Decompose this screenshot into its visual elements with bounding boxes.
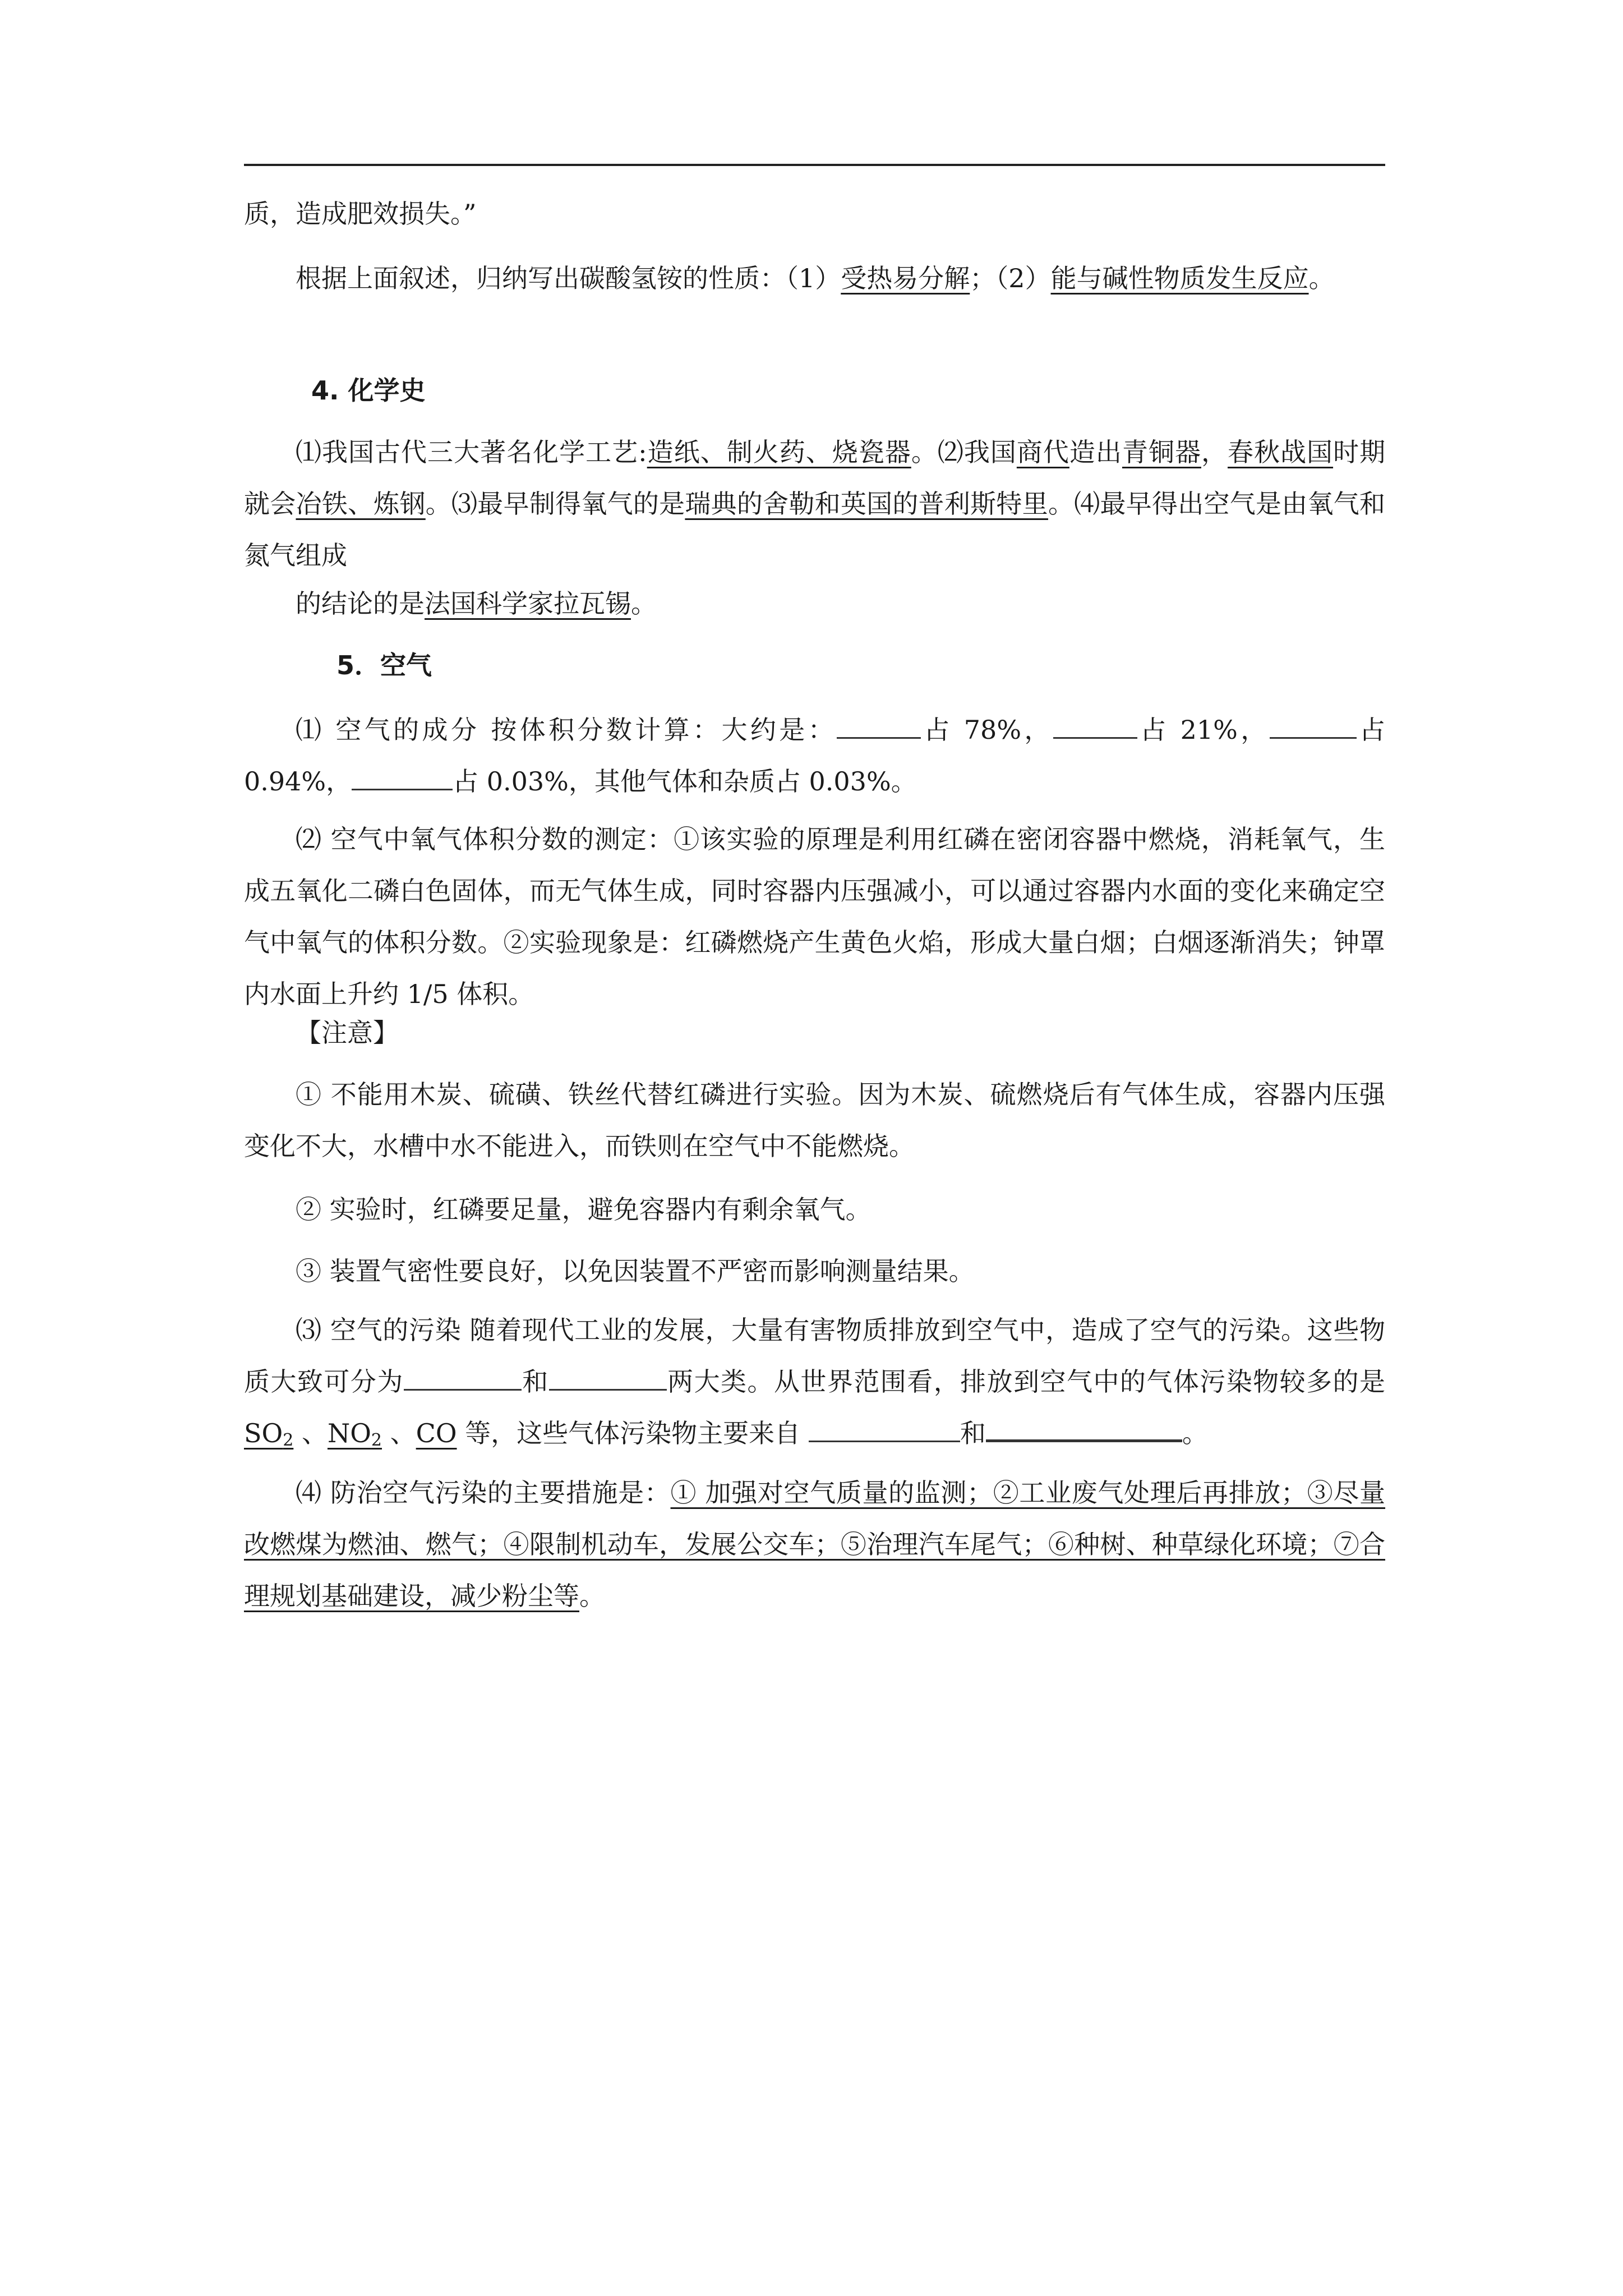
blank-pollutant-type-1[interactable] bbox=[404, 1366, 522, 1391]
answer-react-alkali: 能与碱性物质发生反应 bbox=[1050, 263, 1309, 293]
note-title bbox=[244, 1007, 1385, 1059]
air-text: 占 0.94%， bbox=[244, 715, 1386, 797]
prevention-text: 。 bbox=[579, 1581, 605, 1611]
paragraph-intro-end bbox=[244, 188, 1385, 240]
paragraph-air-composition bbox=[244, 704, 1385, 807]
formula-co: CO bbox=[416, 1418, 457, 1448]
answer-measures: ① 加强对空气质量的监测；②工业废气处理后再排放；③尽量改燃煤为燃油、燃气；④限制机动车，发展公交车；⑤治理汽车尾气；⑥种树、种草绿化环境；⑦合理规划基础建设，减少粉尘等 bbox=[244, 1478, 1386, 1611]
section-heading-4 bbox=[311, 365, 1453, 416]
heading-text: 5．空气 bbox=[336, 650, 432, 680]
answer-period: 春秋战国 bbox=[1228, 437, 1334, 467]
blank-source-1[interactable] bbox=[809, 1418, 960, 1442]
formula-no2: $NO_2$ bbox=[327, 1418, 382, 1450]
answer-oxygen-discoverers: 瑞典的舍勒和英国的普利斯特里 bbox=[685, 489, 1048, 519]
note-text: ③ 装置气密性要良好，以免因装置不严密而影响测量结果。 bbox=[296, 1256, 975, 1286]
section-heading-5 bbox=[336, 639, 1478, 691]
air-text: 占 0.03%，其他气体和杂质占 0.03%。 bbox=[453, 766, 917, 797]
paragraph-chem-history-cont bbox=[244, 578, 1385, 629]
paragraph-air-pollution bbox=[244, 1304, 1385, 1466]
pollution-text: 、 bbox=[293, 1418, 328, 1448]
blank-co2[interactable] bbox=[352, 766, 453, 790]
note-item-1 bbox=[244, 1069, 1385, 1172]
blank-rare-gas[interactable] bbox=[1270, 715, 1357, 739]
history-text: 时期就会 bbox=[244, 437, 1386, 519]
measurement-text: ⑵ 空气中氧气体积分数的测定：①该实验的原理是利用红磷在密闭容器中燃烧，消耗氧气，生成五氧化二磷白色固体，而无气体生成，同时容器内压强减小，可以通过容器内水面的变化来确定空气中氧气的体积分数。②实验现象是：红磷燃烧产生黄色火焰，形成大量白烟；白烟逐渐消失；钟罩内水面上升约 1/5 体积。 bbox=[244, 824, 1385, 1009]
pollution-text: 两大类。从世界范围看，排放到空气中的气体污染物较多的是 bbox=[666, 1366, 1386, 1397]
blank-nitrogen[interactable] bbox=[837, 715, 921, 739]
pollution-text: 等，这些气体污染物主要来自 bbox=[457, 1418, 809, 1448]
pollution-text: 和 bbox=[960, 1418, 986, 1448]
note-text: ② 实验时，红磷要足量，避免容器内有剩余氧气。 bbox=[296, 1194, 872, 1225]
paragraph-nh4hco3-properties bbox=[244, 252, 1385, 304]
prevention-text: ⑷ 防治空气污染的主要措施是： bbox=[296, 1478, 671, 1508]
history-text: ， bbox=[1201, 437, 1228, 467]
note-item-3 bbox=[244, 1245, 1385, 1297]
nh4-text: 。 bbox=[1308, 263, 1335, 293]
answer-bronze: 青铜器 bbox=[1122, 437, 1201, 467]
pollution-text: 和 bbox=[521, 1366, 549, 1397]
blank-pollutant-type-2[interactable] bbox=[549, 1366, 667, 1391]
history-text: 。⑵我国 bbox=[911, 437, 1017, 467]
paragraph-chem-history bbox=[244, 426, 1385, 581]
note-text: ① 不能用木炭、硫磺、铁丝代替红磷进行实验。因为木炭、硫燃烧后有气体生成，容器内压强变化不大，水槽中水不能进入，而铁则在空气中不能燃烧。 bbox=[244, 1079, 1385, 1161]
header-rule bbox=[244, 164, 1385, 166]
history-text: 。⑷最早得出空气是由氧气和氮气组成 bbox=[244, 489, 1386, 570]
pollution-text: ⑶ 空气的污染 随着现代工业的发展，大量有害物质排放到空气中，造成了空气的污染。这些物质大致可分为 bbox=[244, 1315, 1385, 1397]
history-text: 的结论的是 bbox=[296, 588, 425, 619]
history-text: 。⑶最早制得氧气的是 bbox=[425, 489, 685, 519]
paragraph-oxygen-measurement bbox=[244, 813, 1385, 1020]
nh4-text: ；（2） bbox=[970, 263, 1051, 293]
history-text: ⑴我国古代三大著名化学工艺: bbox=[296, 437, 647, 467]
paragraph-pollution-prevention bbox=[244, 1467, 1385, 1622]
answer-lavoisier: 法国科学家拉瓦锡 bbox=[425, 588, 631, 619]
history-text: 造出 bbox=[1069, 437, 1122, 467]
heading-text: 4. 化学史 bbox=[311, 375, 426, 406]
air-text: ⑴ 空气的成分 按体积分数计算：大约是： bbox=[296, 715, 837, 745]
air-text: 占 21%， bbox=[1137, 715, 1270, 745]
blank-source-2[interactable] bbox=[986, 1417, 1182, 1442]
answer-decompose: 受热易分解 bbox=[841, 263, 970, 293]
formula-so2: $SO_2$ bbox=[244, 1418, 294, 1450]
nh4-text: 根据上面叙述，归纳写出碳酸氢铵的性质：（1） bbox=[296, 263, 841, 293]
pollution-text: 、 bbox=[382, 1418, 416, 1448]
pollution-text: 。 bbox=[1182, 1418, 1208, 1448]
answer-dynasty: 商代 bbox=[1016, 437, 1069, 467]
air-text: 占 78%， bbox=[921, 715, 1053, 745]
history-text: 。 bbox=[631, 588, 657, 619]
note-title-text: 【注意】 bbox=[296, 1018, 399, 1048]
intro-end-text: 质，造成肥效损失。” bbox=[244, 199, 477, 229]
note-item-2 bbox=[244, 1184, 1385, 1235]
answer-crafts: 造纸、制火药、烧瓷器 bbox=[647, 437, 911, 467]
blank-oxygen[interactable] bbox=[1053, 715, 1137, 739]
answer-iron: 冶铁、炼钢 bbox=[296, 489, 426, 519]
